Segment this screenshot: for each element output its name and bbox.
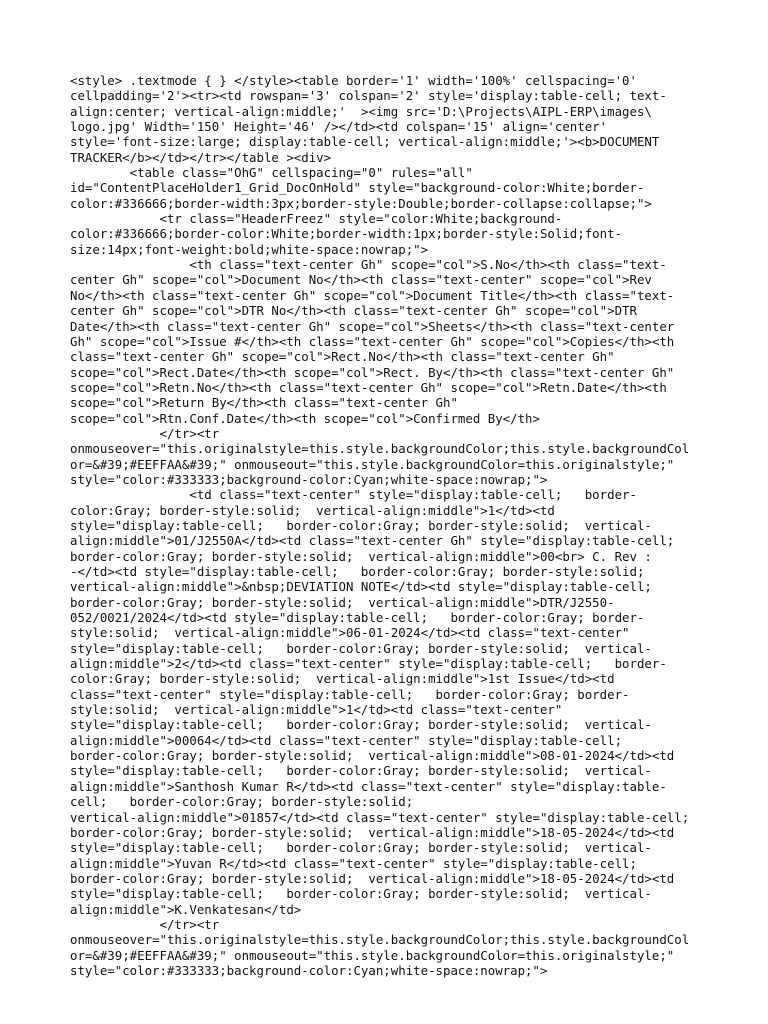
code-line: scope="col">Rtn.Conf.Date</th><th scope="col">Confirmed By</th> [70,410,540,426]
code-line: 052/0021/2024</td><td style="display:table-cell; border-color:Gray; border- [70,610,645,626]
code-line: style="display:table-cell; border-color:Gray; border-style:solid; vertical- [70,840,652,856]
code-line: vertical-align:middle">&nbsp;DEVIATION NOTE</td><td style="display:table-cell; [70,579,652,595]
code-line: align:middle">K.Venkatesan</td> [70,901,302,917]
code-line: Date</th><th class="text-center Gh" scope="col">Sheets</th><th class="text-center [70,318,675,334]
code-line: Gh" scope="col">Issue #</th><th class="text-center Gh" scope="col">Copies</th><th [70,333,675,349]
source-code-document [70,73,710,994]
code-line: id="ContentPlaceHolder1_Grid_DocOnHold" style="background-color:White;border- [70,180,645,196]
code-line: border-color:Gray; border-style:solid; vertical-align:middle">08-01-2024</td><td [70,748,675,764]
code-line: center Gh" scope="col">Document No</th><th class="text-center" scope="col">Rev [70,272,652,288]
code-line: style="display:table-cell; border-color:Gray; border-style:solid; vertical- [70,640,652,656]
code-line: or=&#39;#EEFFAA&#39;" onmouseout="this.style.backgroundColor=this.originalstyle;" [70,947,675,963]
code-line: style="display:table-cell; border-color:Gray; border-style:solid; vertical- [70,886,652,902]
code-line: style="color:#333333;background-color:Cyan;white-space:nowrap;"> [70,962,548,978]
code-line: style="display:table-cell; border-color:Gray; border-style:solid; vertical- [70,517,652,533]
code-line: style:solid; vertical-align:middle">06-01-2024</td><td class="text-center" [70,625,630,641]
code-line: scope="col">Return By</th><th class="text-center Gh" [70,395,458,411]
code-line: style="color:#333333;background-color:Cyan;white-space:nowrap;"> [70,471,548,487]
code-line: align:middle">Yuvan R</td><td class="text-center" style="display:table-cell; [70,855,637,871]
code-line: color:#336666;border-color:White;border-width:1px;border-style:Solid;font- [70,226,623,242]
code-line: color:Gray; border-style:solid; vertical-align:middle">1st Issue</td><td [70,671,615,687]
code-line: scope="col">Retn.No</th><th class="text-center Gh" scope="col">Retn.Date</th><th [70,379,667,395]
code-line: center Gh" scope="col">DTR No</th><th class="text-center Gh" scope="col">DTR [70,303,637,319]
code-line: align:center; vertical-align:middle;' ><img src='D:\Projects\AIPL-ERP\images\ [70,103,652,119]
code-line: border-color:Gray; border-style:solid; vertical-align:middle">00<br> C. Rev : [70,548,652,564]
code-line: border-color:Gray; border-style:solid; vertical-align:middle">DTR/J2550- [70,594,615,610]
code-line: border-color:Gray; border-style:solid; vertical-align:middle">18-05-2024</td><td [70,870,675,886]
code-line: vertical-align:middle">01857</td><td class="text-center" style="display:table-cell; [70,809,690,825]
code-line: </tr><tr [70,916,220,932]
code-line: No</th><th class="text-center Gh" scope="col">Document Title</th><th class="text- [70,287,675,303]
code-line: or=&#39;#EEFFAA&#39;" onmouseout="this.style.backgroundColor=this.originalstyle;" [70,456,675,472]
code-line [70,978,710,993]
code-line: size:14px;font-weight:bold;white-space:nowrap;"> [70,241,429,257]
code-line: style="display:table-cell; border-color:Gray; border-style:solid; vertical- [70,717,652,733]
code-line: cell; border-color:Gray; border-style:solid; [70,794,414,810]
code-line: color:#336666;border-width:3px;border-style:Double;border-collapse:collapse;"> [70,195,652,211]
code-line: <td class="text-center" style="display:table-cell; border- [70,487,637,503]
code-line: class="text-center" style="display:table-cell; border-color:Gray; border- [70,686,630,702]
code-line: class="text-center Gh" scope="col">Rect.No</th><th class="text-center Gh" [70,349,615,365]
code-line: onmouseover="this.originalstyle=this.style.backgroundColor;this.style.backgroundCol [70,932,690,948]
code-line: cellpadding='2'><tr><td rowspan='3' colspan='2' style='display:table-cell; text- [70,88,667,104]
code-line: </tr><tr [70,425,220,441]
code-line: align:middle">01/J2550A</td><td class="text-center Gh" style="display:table-cell; [70,533,675,549]
code-line: style:solid; vertical-align:middle">1</td><td class="text-center" [70,702,563,718]
code-line: style="display:table-cell; border-color:Gray; border-style:solid; vertical- [70,763,652,779]
code-line: TRACKER</b></td></tr></table ><div> [70,149,332,165]
code-line: align:middle">2</td><td class="text-center" style="display:table-cell; border- [70,656,667,672]
code-line: <tr class="HeaderFreez" style="color:White;background- [70,211,563,227]
code-line: scope="col">Rect.Date</th><th scope="col">Rect. By</th><th class="text-center Gh" [70,364,675,380]
code-line: <th class="text-center Gh" scope="col">S.No</th><th class="text- [70,257,667,273]
code-line: border-color:Gray; border-style:solid; vertical-align:middle">18-05-2024</td><td [70,824,675,840]
code-line: <style> .textmode { } </style><table border='1' width='100%' cellspacing='0' [70,73,637,88]
code-line: onmouseover="this.originalstyle=this.style.backgroundColor;this.style.backgroundCol [70,441,690,457]
code-line: color:Gray; border-style:solid; vertical-align:middle">1</td><td [70,502,555,518]
code-line: -</td><td style="display:table-cell; border-color:Gray; border-style:solid; [70,564,645,579]
code-line: style='font-size:large; display:table-cell; vertical-align:middle;'><b>DOCUMENT [70,134,660,150]
code-line: logo.jpg' Width='150' Height='46' /></td><td colspan='15' align='center' [70,119,608,135]
code-line: align:middle">Santhosh Kumar R</td><td class="text-center" style="display:table- [70,778,667,794]
code-line: align:middle">00064</td><td class="text-center" style="display:table-cell; [70,732,623,748]
code-line: <table class="OhG" cellspacing="0" rules="all" [70,165,473,181]
